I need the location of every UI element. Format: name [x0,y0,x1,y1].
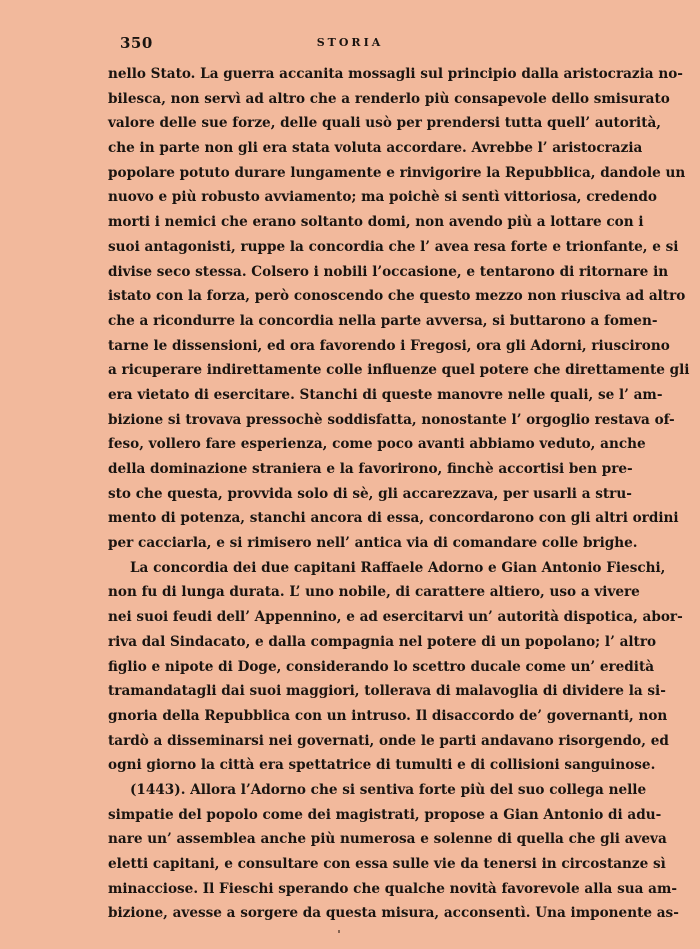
text-line: gnoria della Repubblica con un intruso. Il disaccordo de’ governanti, non [108,707,668,724]
page-number: 350 [120,34,153,52]
text-line: tramandatagli dai suoi maggiori, tollerava di malavoglia di dividere la si- [108,683,666,700]
text-line: valore delle sue forze, delle quali usò per prendersi tutta quell’ autorità, [108,115,662,132]
text-line: mento di potenza, stanchi ancora di essa, concordarono con gli altri ordini [108,510,679,527]
text-line: La concordia dei due capitani Raffaele Adorno e Gian Antonio Fieschi, [130,559,666,576]
text-line: (1443). Allora l’Adorno che si sentiva forte più del suo collega nelle [130,781,647,798]
text-line: tardò a disseminarsi nei governati, onde le parti andavano risorgendo, ed [108,732,669,749]
text-line: bizione si trovava pressochè soddisfatta, nonostante l’ orgoglio restava of- [108,411,675,428]
text-line: minacciose. Il Fieschi sperando che qualche novità favorevole alla sua am- [108,880,677,897]
text-line: morti i nemici che erano soltanto domi, non avendo più a lottare con i [108,214,644,231]
page-speck [338,930,340,933]
text-line: non fu di lunga durata. L’ uno nobile, di carattere altiero, uso a vivere [108,584,640,601]
paragraph [108,62,690,556]
text-line: nei suoi feudi dell’ Appennino, e ad esercitarvi un’ autorità dispotica, abor- [108,609,683,626]
page-header [0,30,700,56]
text-line: riva dal Sindacato, e dalla compagnia nel potere di un popolano; l’ altro [108,633,657,650]
text-line: eletti capitani, e consultare con essa sulle vie da tenersi in circostanze sì [108,856,666,872]
running-head: STORIA [316,36,384,49]
text-line: tarne le dissensioni, ed ora favorendo i Fregosi, ora gli Adorni, riuscirono [108,337,670,354]
text-line: nare un’ assemblea anche più numerosa e solenne di quella che gli aveva [108,831,667,848]
text-line: per cacciarla, e si rimisero nell’ antica via di comandare colle brighe. [108,535,638,552]
text-line: della dominazione straniera e la favorirono, finchè accortisi ben pre- [108,461,633,477]
text-line: era vietato di esercitare. Stanchi di queste manovre nelle quali, se l’ am- [108,386,663,403]
paragraph [108,778,679,926]
text-line: che a ricondurre la concordia nella parte avversa, si buttarono a fomen- [108,312,658,329]
text-line: istato con la forza, però conoscendo che questo mezzo non riusciva ad altro [108,288,686,305]
text-line: ogni giorno la città era spettatrice di tumulti e di collisioni sanguinose. [108,757,656,774]
text-line: feso, vollero fare esperienza, come poco avanti abbiamo veduto, anche [108,436,646,453]
text-line: bizione, avesse a sorgere da questa misura, acconsentì. Una imponente as- [108,905,679,922]
paragraph [108,556,683,778]
text-line: simpatie del popolo come dei magistrati, propose a Gian Antonio di adu- [108,806,662,823]
text-line: sto che questa, provvida solo di sè, gli accarezzava, per usarli a stru- [108,485,632,502]
text-line: a ricuperare indirettamente colle influenze quel potere che direttamente gli [108,362,690,379]
text-line: nello Stato. La guerra accanita mossagli sul principio dalla aristocrazia no- [108,66,683,82]
text-line: popolare potuto durare lungamente e rinvigorire la Repubblica, dandole un [108,164,686,181]
text-line: divise seco stessa. Colsero i nobili l’occasione, e tentarono di ritornare in [108,263,669,280]
text-line: suoi antagonisti, ruppe la concordia che l’ avea resa forte e trionfante, e si [108,238,679,255]
body-text [108,62,690,926]
text-line: bilesca, non servì ad altro che a renderlo più consapevole dello smisurato [108,90,670,107]
text-line: nuovo e più robusto avviamento; ma poichè si sentì vittoriosa, credendo [108,189,657,206]
text-line: figlio e nipote di Doge, considerando lo scettro ducale come un’ eredità [108,658,655,675]
text-line: che in parte non gli era stata voluta accordare. Avrebbe l’ aristocrazia [108,140,643,157]
